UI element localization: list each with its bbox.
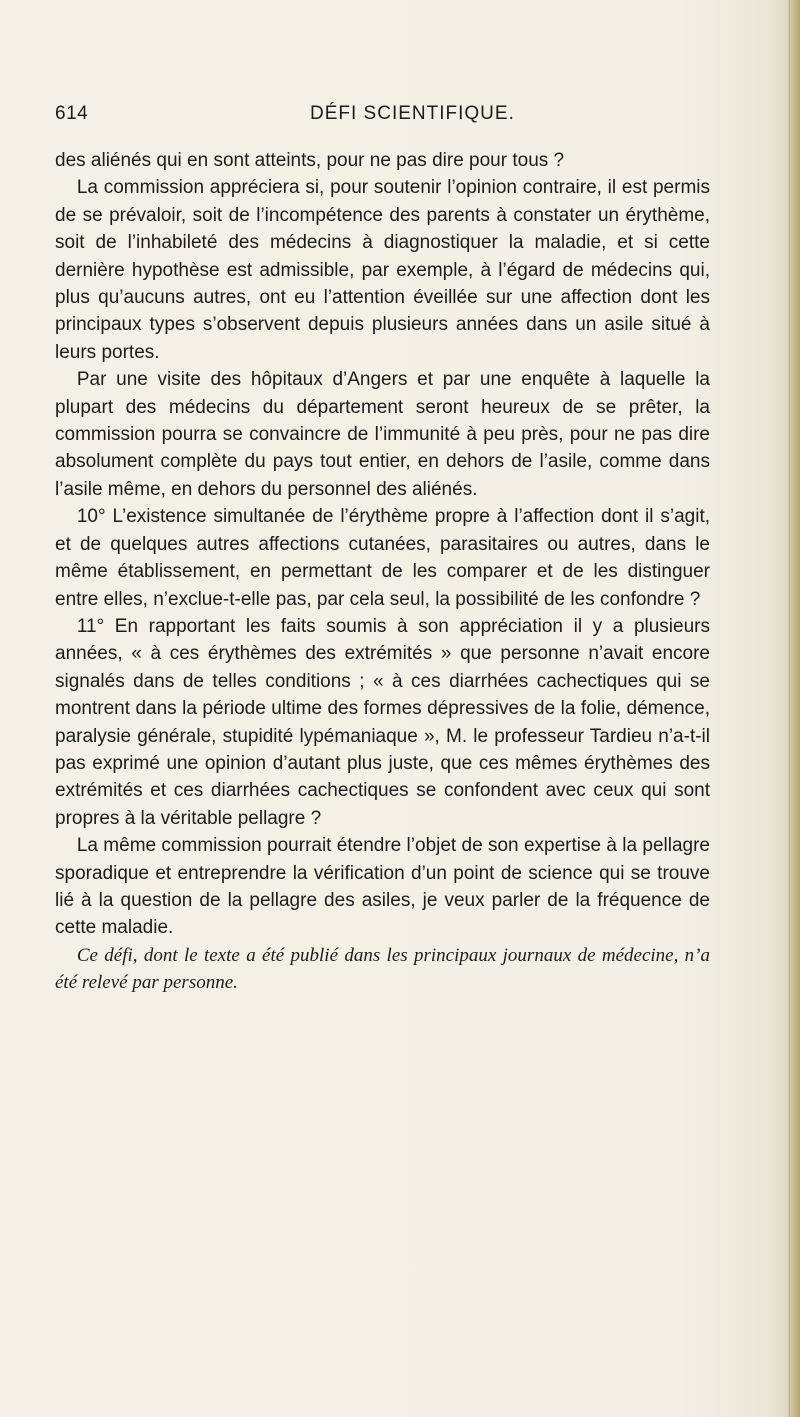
paragraph: des aliénés qui en sont atteints, pour ne pas dire pour tous ? — [55, 150, 565, 171]
page-header — [55, 103, 710, 131]
paragraph: La même commission pourrait étendre l’objet de son expertise à la pellagre sporadique et entreprendre la vérification d’un point de science qui se trouve lié à la question de la pellagre des asiles, je veux parler de la fréquence de cette maladie. — [55, 835, 710, 939]
running-title: DÉFI SCIENTIFIQUE. — [310, 103, 515, 124]
closing-note: Ce défi, dont le texte a été publié dans les principaux journaux de médecine, n’a été relevé par personne. — [55, 944, 710, 994]
paragraph: 11° En rapportant les faits soumis à son appréciation il y a plusieurs années, « à ces érythèmes des extrémités » que personne n’avait encore signalés dans de telles conditions ; « à ces diarrhées cachectiques qui se montrent dans la période ultime des formes dépressives de la folie, démence, paralysie générale, stupidité lypémaniaque », M. le professeur Tardieu n’a-t-il pas exprimé une opinion d’autant plus juste, que ces mêmes érythèmes des extrémités et ces diarrhées cachectiques se confondent avec ceux qui sont propres à la véritable pellagre ? — [55, 615, 710, 829]
page-number: 614 — [55, 103, 89, 124]
paragraph: Par une visite des hôpitaux d’Angers et par une enquête à laquelle la plupart des médecins du département seront heureux de se prêter, la commission pourra se convaincre de l’immunité à peu près, pour ne pas dire absolument complète du pays tout entier, en dehors de l’asile, comme dans l’asile même, en dehors du personnel des aliénés. — [55, 369, 710, 500]
page-edge-line — [789, 0, 790, 1417]
paragraph: 10° L’existence simultanée de l’érythème propre à l’affection dont il s’agit, et de quelques autres affections cutanées, parasitaires ou autres, dans le même établissement, en permettant de les comparer et de les distinguer entre elles, n’exclue-t-elle pas, par cela seul, la possibilité de les confondre ? — [55, 506, 710, 610]
body-text — [55, 147, 710, 997]
paragraph: La commission appréciera si, pour soutenir l’opinion contraire, il est permis de se prévaloir, soit de l’incompétence des parents à constater un érythème, soit de l’inhabileté des médecins à diagnostiquer la maladie, et si cette dernière hypothèse est admissible, par exemple, à l’égard de médecins qui, plus qu’aucuns autres, ont eu l’attention éveillée sur une affection dont les principaux types s’observent depuis plusieurs années dans un asile situé à leurs portes. — [55, 177, 710, 363]
